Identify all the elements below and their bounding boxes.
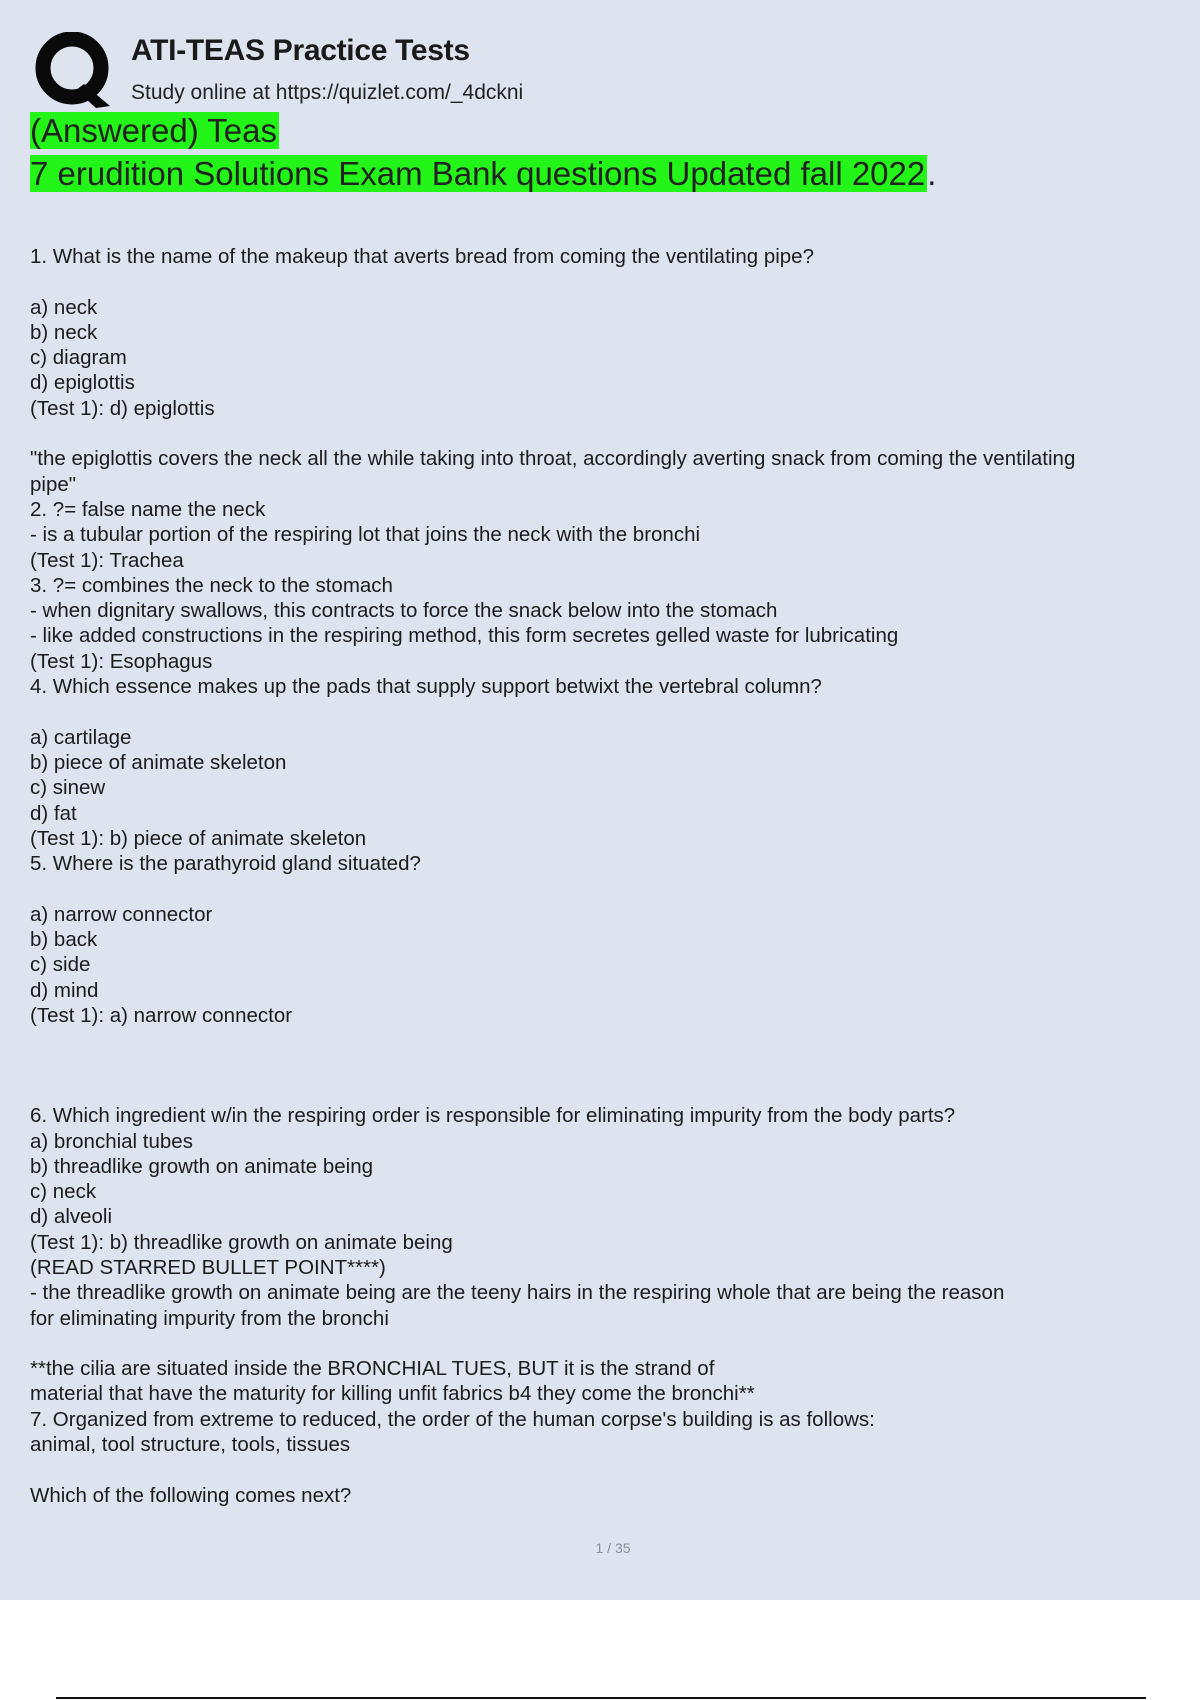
explanation: for eliminating impurity from the bronchi (30, 1306, 389, 1330)
page-number: 1 / 35 (595, 1540, 631, 1556)
heading-period: . (927, 155, 937, 192)
option: c) sinew (30, 776, 106, 800)
heading-line-2: 7 erudition Solutions Exam Bank questions Updated fall 2022 (30, 155, 926, 192)
question-prompt: Which of the following comes next? (30, 1483, 352, 1507)
question-4: 4. Which essence makes up the pads that supply support betwixt the vertebral column? (30, 675, 822, 699)
description: animal, tool structure, tools, tissues (30, 1433, 351, 1457)
option: b) piece of animate skeleton (30, 750, 287, 774)
option: c) side (30, 953, 91, 977)
option: b) back (30, 928, 98, 952)
explanation: "the epiglottis covers the neck all the while taking into throat, accordingly averting snack from coming the ventilating (30, 447, 1076, 471)
option: d) mind (30, 978, 99, 1002)
bottom-divider (56, 1697, 1146, 1699)
description: - when dignitary swallows, this contracts to force the snack below into the stomach (30, 599, 778, 623)
starred-note: material that have the maturity for killing unfit fabrics b4 they come the bronchi** (30, 1382, 755, 1406)
document-title: ATI-TEAS Practice Tests (131, 34, 470, 67)
option: d) fat (30, 801, 77, 825)
option: a) narrow connector (30, 902, 213, 926)
quizlet-logo-icon (32, 32, 144, 108)
explanation: - the threadlike growth on animate being are the teeny hairs in the respiring whole that are being the reason (30, 1281, 1005, 1305)
answer: (Test 1): d) epiglottis (30, 396, 215, 420)
option: b) neck (30, 320, 98, 344)
question-2: 2. ?= false name the neck (30, 497, 266, 521)
option: a) neck (30, 295, 98, 319)
option: d) alveoli (30, 1205, 113, 1229)
question-6: 6. Which ingredient w/in the respiring order is responsible for eliminating impurity from the body parts? (30, 1104, 956, 1128)
question-7: 7. Organized from extreme to reduced, the order of the human corpse's building is as follows: (30, 1407, 875, 1431)
heading-line-1: (Answered) Teas (30, 112, 278, 149)
answer: (Test 1): b) threadlike growth on animate being (30, 1230, 453, 1254)
option: a) cartilage (30, 725, 132, 749)
note: (READ STARRED BULLET POINT****) (30, 1255, 386, 1279)
description: - is a tubular portion of the respiring lot that joins the neck with the bronchi (30, 523, 701, 547)
question-3: 3. ?= combines the neck to the stomach (30, 573, 393, 597)
description: - like added constructions in the respiring method, this form secretes gelled waste for lubricating (30, 624, 899, 648)
question-5: 5. Where is the parathyroid gland situated? (30, 852, 421, 876)
study-link[interactable]: Study online at https://quizlet.com/_4dckni (131, 81, 524, 104)
answer: (Test 1): Trachea (30, 548, 184, 572)
answer: (Test 1): Esophagus (30, 649, 213, 673)
starred-note: **the cilia are situated inside the BRONCHIAL TUES, BUT it is the strand of (30, 1357, 715, 1381)
option: c) diagram (30, 346, 127, 370)
option: a) bronchial tubes (30, 1129, 193, 1153)
highlighted-heading (30, 109, 936, 195)
explanation: pipe" (30, 472, 77, 496)
option: d) epiglottis (30, 371, 135, 395)
question-1: 1. What is the name of the makeup that averts bread from coming the ventilating pipe? (30, 245, 814, 268)
option: b) threadlike growth on animate being (30, 1154, 374, 1178)
question-content (30, 244, 1180, 1508)
option: c) neck (30, 1180, 97, 1204)
answer: (Test 1): a) narrow connector (30, 1003, 293, 1027)
answer: (Test 1): b) piece of animate skeleton (30, 826, 367, 850)
